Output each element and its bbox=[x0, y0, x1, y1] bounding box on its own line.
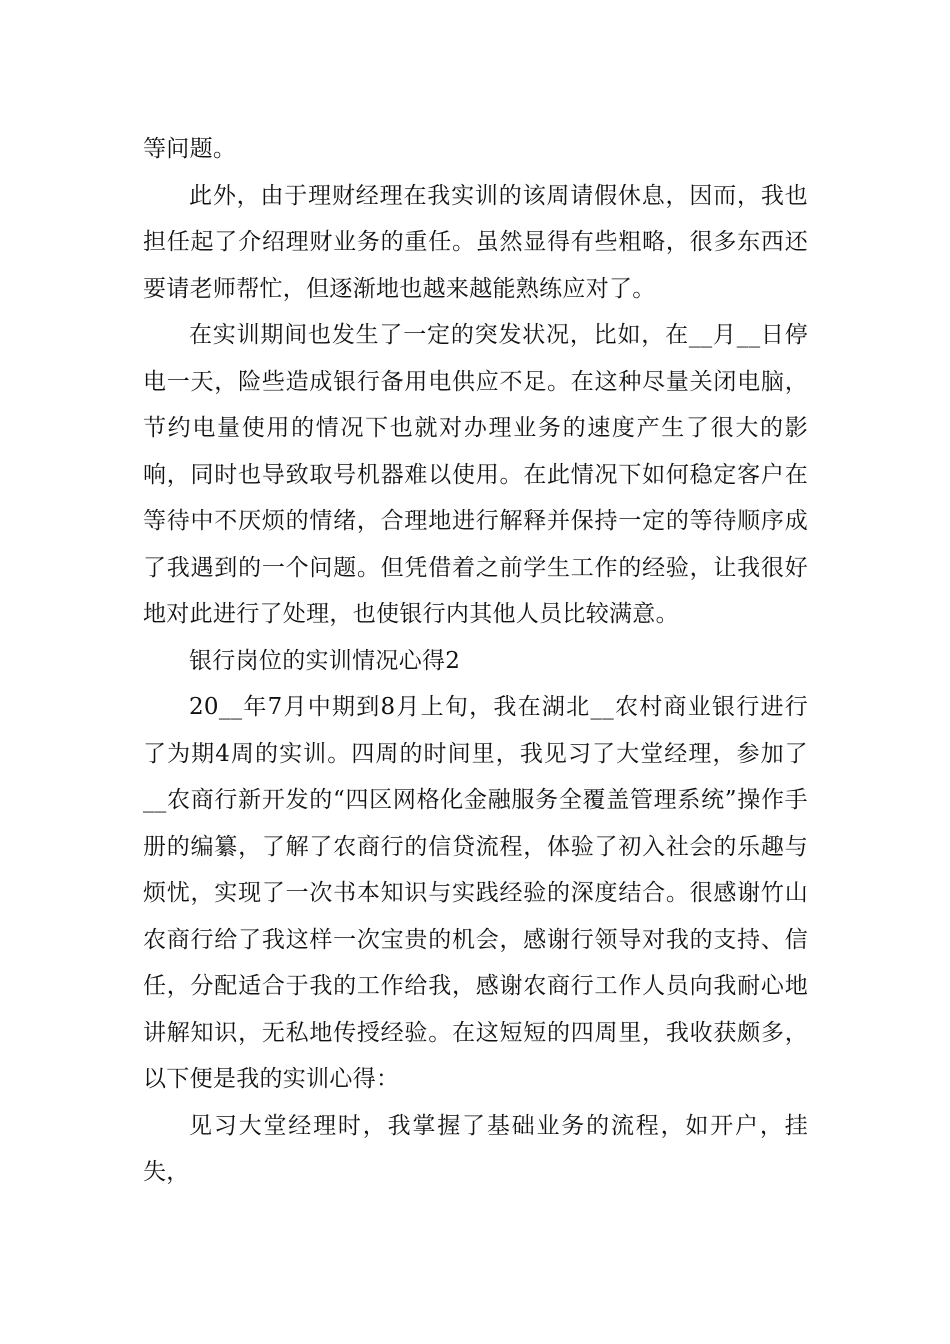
document-body bbox=[143, 126, 808, 1196]
paragraph-finance-manager: 此外，由于理财经理在我实训的该周请假休息，因而，我也担任起了介绍理财业务的重任。虽然显得有些粗略，很多东西还要请老师帮忙，但逐渐地也越来越能熟练应对了。 bbox=[143, 182, 808, 302]
section-heading: 银行岗位的实训情况心得2 bbox=[189, 647, 461, 674]
paragraph-power-outage: 在实训期间也发生了一定的突发状况，比如，在__月__日停电一天，险些造成银行备用电供应不足。在这种尽量关闭电脑，节约电量使用的情况下也就对办理业务的速度产生了很大的影响，同时也导致取号机器难以使用。在此情况下如何稳定客户在等待中不厌烦的情绪，合理地进行解释并保持一定的等待顺序成了我遇到的一个问题。但凭借着之前学生工作的经验，让我很好地对此进行了处理，也使银行内其他人员比较满意。 bbox=[143, 322, 808, 627]
paragraph-continuation: 等问题。 bbox=[143, 136, 237, 162]
paragraph-internship-intro: 20__年7月中期到8月上旬，我在湖北__农村商业银行进行了为期4周的实训。四周的时间里，我见习了大堂经理，参加了__农商行新开发的“四区网格化金融服务全覆盖管理系统”操作手册的编纂，了解了农商行的信贷流程，体验了初入社会的乐趣与烦忧，实现了一次书本知识与实践经验的深度结合。很感谢竹山农商行给了我这样一次宝贵的机会，感谢行领导对我的支持、信任，分配适合于我的工作给我，感谢农商行工作人员向我耐心地讲解知识，无私地传授经验。在这短短的四周里，我收获颇多，以下便是我的实训心得： bbox=[143, 694, 808, 1092]
paragraph-lobby-manager: 见习大堂经理时，我掌握了基础业务的流程，如开户，挂失， bbox=[143, 1112, 808, 1185]
